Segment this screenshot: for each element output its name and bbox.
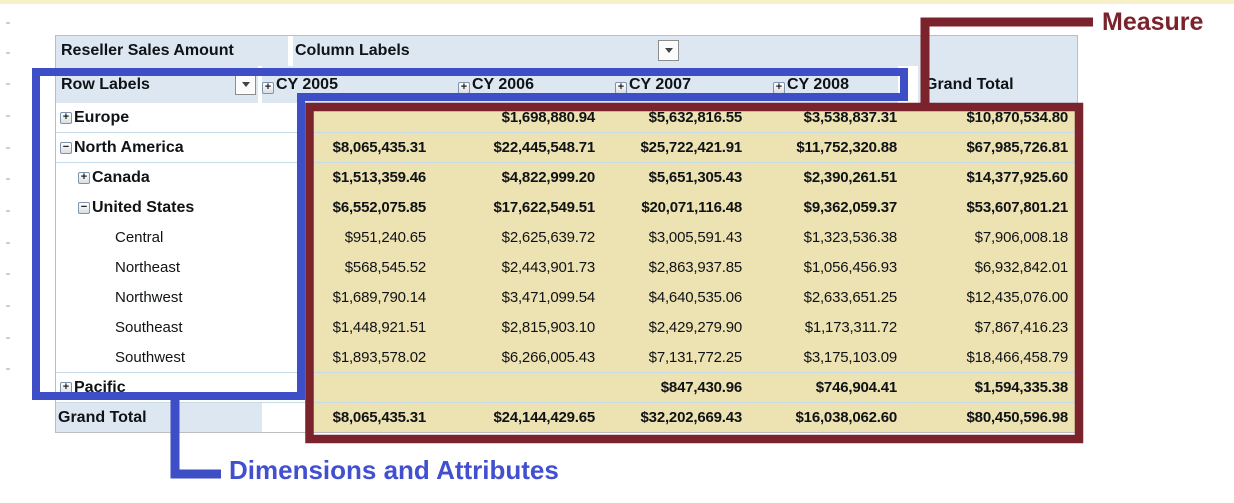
pivot-header-row-1 <box>55 35 1078 66</box>
expand-icon[interactable]: + <box>615 82 627 94</box>
value-cell[interactable]: $8,065,435.31 <box>332 139 426 156</box>
column-header-label: CY 2006 <box>472 76 534 93</box>
value-cell[interactable]: $17,622,549.51 <box>493 199 595 216</box>
value-cell[interactable]: $9,362,059.37 <box>803 199 897 216</box>
row-label-north-america[interactable]: North America <box>74 139 184 156</box>
expand-icon[interactable]: + <box>60 382 72 394</box>
row-label-southwest[interactable]: Southwest <box>115 349 186 366</box>
value-cell[interactable]: $14,377,925.60 <box>966 169 1068 186</box>
value-cell[interactable]: $4,822,999.20 <box>501 169 595 186</box>
gridline-tick <box>6 242 10 244</box>
measure-title-cell[interactable]: Reseller Sales Amount <box>55 35 288 66</box>
column-header-label: Grand Total <box>925 76 1014 93</box>
gridline-tick <box>6 52 10 54</box>
pivot-row-northwest <box>55 283 1078 313</box>
value-cell[interactable]: $3,471,099.54 <box>501 289 595 306</box>
pivot-data-rows <box>55 103 1078 433</box>
pivot-row-united-states <box>55 193 1078 223</box>
value-cell[interactable]: $12,435,076.00 <box>966 289 1068 306</box>
gridline-tick <box>6 115 10 117</box>
collapse-icon[interactable]: − <box>60 142 72 154</box>
value-cell[interactable]: $1,513,359.46 <box>332 169 426 186</box>
row-label-grand-total[interactable]: Grand Total <box>58 409 147 426</box>
column-header-cy-2005[interactable] <box>262 66 338 103</box>
column-header-cy-2007[interactable] <box>615 66 691 103</box>
value-cell[interactable]: $3,538,837.31 <box>803 109 897 126</box>
value-cell[interactable]: $6,552,075.85 <box>332 199 426 216</box>
value-cell[interactable]: $7,131,772.25 <box>648 349 742 366</box>
value-cell[interactable]: $1,893,578.02 <box>332 349 426 366</box>
pivot-row-pacific <box>55 373 1078 403</box>
column-header-cy-2008[interactable] <box>773 66 849 103</box>
value-cell[interactable]: $4,640,535.06 <box>648 289 742 306</box>
value-cell[interactable]: $22,445,548.71 <box>493 139 595 156</box>
pivot-row-europe <box>55 103 1078 133</box>
column-headers <box>55 66 1078 103</box>
pivot-row-north-america <box>55 133 1078 163</box>
gridline-tick <box>6 83 10 85</box>
column-header-label: CY 2008 <box>787 76 849 93</box>
column-header-cy-2006[interactable] <box>458 66 534 103</box>
column-header-label: CY 2007 <box>629 76 691 93</box>
expand-icon[interactable]: + <box>78 172 90 184</box>
row-labels-text: Row Labels <box>61 76 150 93</box>
value-cell[interactable]: $53,607,801.21 <box>966 199 1068 216</box>
row-label-united-states[interactable]: United States <box>92 199 195 216</box>
gridline-tick <box>6 305 10 307</box>
value-cell[interactable]: $32,202,669.43 <box>640 409 742 426</box>
column-labels-text: Column Labels <box>295 42 410 59</box>
value-cell[interactable]: $1,323,536.38 <box>803 229 897 246</box>
row-label-europe[interactable]: Europe <box>74 109 130 126</box>
value-cell[interactable]: $847,430.96 <box>660 379 742 396</box>
top-margin-strip <box>0 0 1234 4</box>
value-cell[interactable]: $2,390,261.51 <box>803 169 897 186</box>
row-label-northeast[interactable]: Northeast <box>115 259 181 276</box>
gridline-tick <box>6 368 10 370</box>
value-cell[interactable]: $1,056,456.93 <box>803 259 897 276</box>
column-header-label: CY 2005 <box>276 76 338 93</box>
value-cell[interactable]: $7,867,416.23 <box>974 319 1068 336</box>
value-cell[interactable]: $3,175,103.09 <box>803 349 897 366</box>
gridline-tick <box>6 22 10 24</box>
row-label-pacific[interactable]: Pacific <box>74 379 126 396</box>
pivot-row-central <box>55 223 1078 253</box>
value-cell[interactable]: $8,065,435.31 <box>332 409 426 426</box>
value-cell[interactable]: $3,005,591.43 <box>648 229 742 246</box>
value-cell[interactable]: $2,429,279.90 <box>648 319 742 336</box>
value-cell[interactable]: $1,173,311.72 <box>804 319 897 336</box>
value-cell[interactable]: $7,906,008.18 <box>974 229 1068 246</box>
value-cell[interactable]: $16,038,062.60 <box>795 409 897 426</box>
value-cell[interactable]: $2,815,903.10 <box>501 319 595 336</box>
column-labels-cell[interactable] <box>293 35 1078 66</box>
collapse-icon[interactable]: − <box>78 202 90 214</box>
value-cell[interactable]: $1,594,335.38 <box>974 379 1068 396</box>
value-cell[interactable]: $6,266,005.43 <box>501 349 595 366</box>
value-cell[interactable]: $5,651,305.43 <box>648 169 742 186</box>
value-cell[interactable]: $10,870,534.80 <box>966 109 1068 126</box>
value-cell[interactable]: $2,633,651.25 <box>803 289 897 306</box>
expand-icon[interactable]: + <box>60 112 72 124</box>
value-cell[interactable]: $568,545.52 <box>344 259 426 276</box>
pivot-row-northeast <box>55 253 1078 283</box>
column-labels-filter-dropdown-icon[interactable] <box>658 40 679 61</box>
dimensions-annotation-label: Dimensions and Attributes <box>229 455 559 485</box>
gridline-tick <box>6 178 10 180</box>
gridline-tick <box>6 210 10 212</box>
row-label-canada[interactable]: Canada <box>92 169 150 186</box>
value-cell[interactable]: $1,448,921.51 <box>332 319 426 336</box>
value-cell[interactable]: $25,722,421.91 <box>640 139 742 156</box>
value-cell[interactable]: $2,443,901.73 <box>501 259 595 276</box>
pivot-row-canada <box>55 163 1078 193</box>
value-cell[interactable]: $951,240.65 <box>344 229 426 246</box>
value-cell[interactable]: $1,689,790.14 <box>332 289 426 306</box>
row-label-northwest[interactable]: Northwest <box>115 289 183 306</box>
pivot-row-grand-total <box>55 403 1078 433</box>
row-label-southeast[interactable]: Southeast <box>115 319 183 336</box>
value-cell[interactable]: $6,932,842.01 <box>974 259 1068 276</box>
value-cell[interactable]: $5,632,816.55 <box>648 109 742 126</box>
column-header-grand-total[interactable] <box>925 66 1014 103</box>
value-cell[interactable]: $11,752,320.88 <box>796 139 897 156</box>
measure-annotation-label: Measure <box>1102 8 1204 36</box>
gridline-tick <box>6 147 10 149</box>
expand-icon[interactable]: + <box>773 82 785 94</box>
expand-icon[interactable]: + <box>458 82 470 94</box>
value-cell[interactable]: $24,144,429.65 <box>493 409 595 426</box>
gridline-tick <box>6 273 10 275</box>
value-cell[interactable]: $1,698,880.94 <box>501 109 595 126</box>
value-cell[interactable]: $2,863,937.85 <box>648 259 742 276</box>
pivot-row-southwest <box>55 343 1078 373</box>
value-cell[interactable]: $2,625,639.72 <box>501 229 595 246</box>
value-cell[interactable]: $746,904.41 <box>815 379 897 396</box>
value-cell[interactable]: $18,466,458.79 <box>966 349 1068 366</box>
gridline-tick <box>6 337 10 339</box>
pivot-table <box>55 35 1078 433</box>
pivot-header-row-2 <box>55 66 1078 103</box>
value-cell[interactable]: $20,071,116.48 <box>641 199 742 216</box>
expand-icon[interactable]: + <box>262 82 274 94</box>
row-label-central[interactable]: Central <box>115 229 164 246</box>
value-cell[interactable]: $67,985,726.81 <box>966 139 1068 156</box>
value-cell[interactable]: $80,450,596.98 <box>966 409 1068 426</box>
pivot-row-southeast <box>55 313 1078 343</box>
